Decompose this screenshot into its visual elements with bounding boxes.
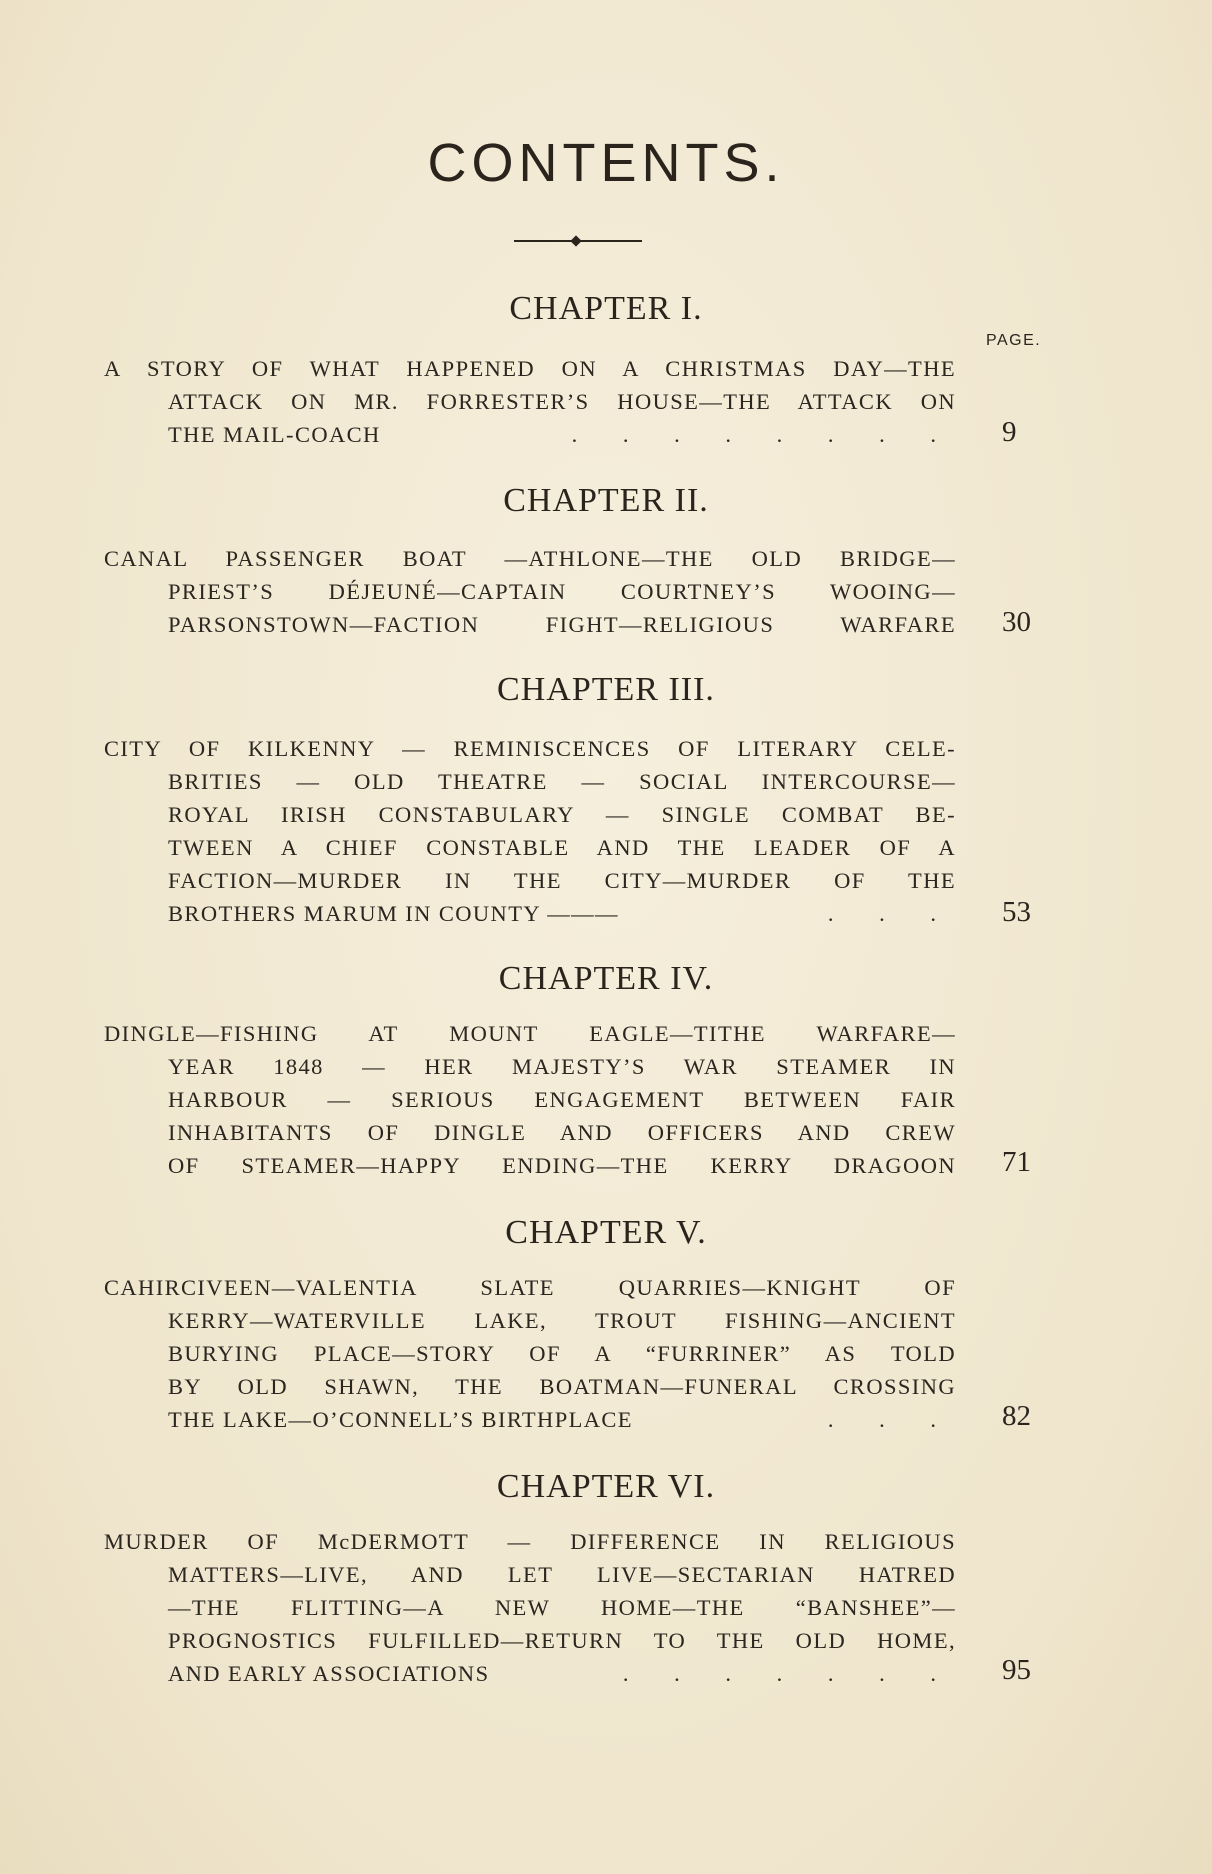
chapter-entry bbox=[104, 1525, 956, 1690]
entry-line: BRITIES — OLD THEATRE — SOCIAL INTERCOURSE— bbox=[168, 769, 956, 794]
chapter-entry bbox=[104, 542, 956, 641]
page-number: 82 bbox=[1002, 1400, 1031, 1432]
entry-line: BY OLD SHAWN, THE BOATMAN—FUNERAL CROSSING bbox=[168, 1374, 956, 1399]
dot-leader: . . . . . . . . bbox=[571, 422, 956, 447]
dot-leader: . . . bbox=[827, 901, 956, 926]
divider-ornament bbox=[514, 237, 642, 245]
entry-line: CANAL PASSENGER BOAT —ATHLONE—THE OLD BRIDGE— bbox=[104, 546, 956, 571]
dot-leader: . . . bbox=[827, 1407, 956, 1432]
page-title: CONTENTS. bbox=[427, 133, 785, 193]
entry-line: MATTERS—LIVE, AND LET LIVE—SECTARIAN HATRED bbox=[168, 1562, 956, 1587]
entry-line: PRIEST’S DÉJEUNÉ—CAPTAIN COURTNEY’S WOOING— bbox=[168, 579, 956, 604]
entry-line-text: AND EARLY ASSOCIATIONS bbox=[168, 1661, 490, 1686]
entry-line: YEAR 1848 — HER MAJESTY’S WAR STEAMER IN bbox=[168, 1054, 956, 1079]
entry-line: OF STEAMER—HAPPY ENDING—THE KERRY DRAGOON bbox=[168, 1153, 956, 1178]
dot-leader: . . . . . . . bbox=[622, 1661, 956, 1686]
diamond-icon bbox=[570, 235, 581, 246]
entry-line: ATTACK ON MR. FORRESTER’S HOUSE—THE ATTACK ON bbox=[168, 389, 956, 414]
entry-line: TWEEN A CHIEF CONSTABLE AND THE LEADER OF A bbox=[168, 835, 956, 860]
entry-line: PROGNOSTICS FULFILLED—RETURN TO THE OLD HOME, bbox=[168, 1628, 956, 1653]
chapter-heading: CHAPTER V. bbox=[505, 1214, 707, 1251]
chapter-heading: CHAPTER III. bbox=[497, 671, 715, 708]
chapter-entry bbox=[104, 732, 956, 930]
entry-line-text: THE LAKE—O’CONNELL’S BIRTHPLACE bbox=[168, 1407, 633, 1432]
entry-line: —THE FLITTING—A NEW HOME—THE “BANSHEE”— bbox=[168, 1595, 956, 1620]
page-number: 95 bbox=[1002, 1654, 1031, 1686]
entry-line-last bbox=[168, 1657, 956, 1690]
page-number: 9 bbox=[1002, 416, 1017, 448]
entry-line: CAHIRCIVEEN—VALENTIA SLATE QUARRIES—KNIGHT OF bbox=[104, 1275, 956, 1300]
chapter-heading: CHAPTER IV. bbox=[498, 960, 714, 997]
page-number: 30 bbox=[1002, 606, 1031, 638]
chapter-entry bbox=[104, 352, 956, 451]
chapter-entry bbox=[104, 1017, 956, 1182]
entry-line: A STORY OF WHAT HAPPENED ON A CHRISTMAS DAY—THE bbox=[104, 356, 956, 381]
entry-line-text: THE MAIL-COACH bbox=[168, 422, 381, 447]
entry-line-text: BROTHERS MARUM IN COUNTY ——— bbox=[168, 901, 619, 926]
chapter-heading: CHAPTER I. bbox=[509, 290, 703, 327]
entry-line: INHABITANTS OF DINGLE AND OFFICERS AND CREW bbox=[168, 1120, 956, 1145]
page-number: 71 bbox=[1002, 1146, 1031, 1178]
entry-line: BURYING PLACE—STORY OF A “FURRINER” AS TOLD bbox=[168, 1341, 956, 1366]
entry-line: DINGLE—FISHING AT MOUNT EAGLE—TITHE WARFARE— bbox=[104, 1021, 956, 1046]
entry-line: PARSONSTOWN—FACTION FIGHT—RELIGIOUS WARFARE bbox=[168, 612, 956, 637]
entry-line: HARBOUR — SERIOUS ENGAGEMENT BETWEEN FAIR bbox=[168, 1087, 956, 1112]
entry-line: FACTION—MURDER IN THE CITY—MURDER OF THE bbox=[168, 868, 956, 893]
entry-line: CITY OF KILKENNY — REMINISCENCES OF LITERARY CELE- bbox=[104, 736, 956, 761]
entry-line: MURDER OF McDERMOTT — DIFFERENCE IN RELIGIOUS bbox=[104, 1529, 956, 1554]
chapter-heading: CHAPTER II. bbox=[503, 482, 709, 519]
entry-line: KERRY—WATERVILLE LAKE, TROUT FISHING—ANCIENT bbox=[168, 1308, 956, 1333]
page-number: 53 bbox=[1002, 896, 1031, 928]
entry-line-last bbox=[168, 1403, 956, 1436]
entry-line-last bbox=[168, 897, 956, 930]
entry-line: ROYAL IRISH CONSTABULARY — SINGLE COMBAT BE- bbox=[168, 802, 956, 827]
page-column-label: PAGE. bbox=[986, 332, 1042, 349]
chapter-entry bbox=[104, 1271, 956, 1436]
entry-line-last bbox=[168, 418, 956, 451]
chapter-heading: CHAPTER VI. bbox=[496, 1468, 716, 1505]
